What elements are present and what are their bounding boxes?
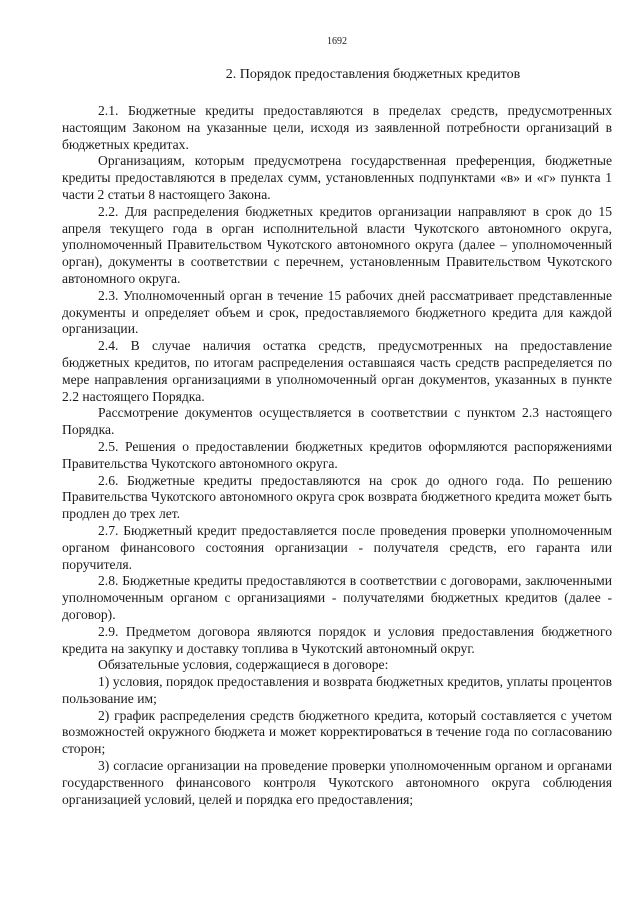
- paragraph-mandatory-conditions: Обязательные условия, содержащиеся в договоре:: [98, 657, 389, 673]
- paragraph-2-6: 2.6. Бюджетные кредиты предоставляются на срок до одного года. По решению Правительства Чукотского автономного округа срок возврата бюджетного кредита может быть продлен до трех лет.: [62, 472, 612, 522]
- paragraph-2-7: 2.7. Бюджетный кредит предоставляется после проведения проверки уполномоченным органом финансового состояния организации - получателя средств, его гаранта или поручителя.: [62, 522, 612, 572]
- paragraph-list: [62, 103, 612, 808]
- paragraph-2-1: 2.1. Бюджетные кредиты предоставляются в пределах средств, предусмотренных настоящим Законом на указанные цели, исходя из заявленной потребности организаций в бюджетных кредитах.: [62, 103, 612, 152]
- page-number: 1692: [327, 36, 347, 47]
- paragraph-2-2: 2.2. Для распределения бюджетных кредитов организации направляют в срок до 15 апреля текущего года в орган исполнительной власти Чукотского автономного округа, уполномоченный Правительством Чукотского автономного округа (далее – уполномоченный орган), документы в соответствии с перечнем, установленным Правительством Чукотского автономного округа.: [62, 203, 612, 286]
- paragraph-2-3: 2.3. Уполномоченный орган в течение 15 рабочих дней рассматривает представленные документы и определяет объем и срок, предоставляемого бюджетного кредита для каждой организации.: [62, 287, 612, 337]
- paragraph-preference: Организациям, которым предусмотрена государственная преференция, бюджетные кредиты предоставляются в пределах сумм, установленных подпунктами «в» и «г» пункта 1 части 2 статьи 8 настоящего Закона.: [62, 153, 612, 202]
- paragraph-2-9: 2.9. Предметом договора являются порядок и условия предоставления бюджетного кредита на закупку и доставку топлива в Чукотский автономный округ.: [62, 623, 612, 656]
- paragraph-2-4: 2.4. В случае наличия остатка средств, предусмотренных на предоставление бюджетных кредитов, по итогам распределения оставшаяся часть средств распределяется по мере направления организациями в уполномоченный орган документов, указанных в пункте 2.2 настоящего Порядка.: [62, 338, 612, 404]
- list-item-2: 2) график распределения средств бюджетного кредита, который составляется с учетом возможностей окружного бюджета и может корректироваться в течение года по согласованию сторон;: [62, 707, 612, 757]
- list-item-3: 3) согласие организации на проведение проверки уполномоченным органом и органами государственного финансового контроля Чукотского автономного округа соблюдения организацией условий, целей и порядка его предоставления;: [62, 758, 612, 807]
- list-item-1: 1) условия, порядок предоставления и возврата бюджетных кредитов, уплаты процентов пользование им;: [62, 674, 612, 706]
- paragraph-2-5: 2.5. Решения о предоставлении бюджетных кредитов оформляются распоряжениями Правительства Чукотского автономного округа.: [62, 438, 612, 471]
- section-title: 2. Порядок предоставления бюджетных кредитов: [225, 67, 521, 82]
- document-page: [62, 36, 612, 808]
- paragraph-review: Рассмотрение документов осуществляется в соответствии с пунктом 2.3 настоящего Порядка.: [62, 405, 612, 438]
- paragraph-2-8: 2.8. Бюджетные кредиты предоставляются в соответствии с договорами, заключенными уполномоченным органом с организациями - получателями бюджетных кредитов (далее - договор).: [62, 573, 612, 622]
